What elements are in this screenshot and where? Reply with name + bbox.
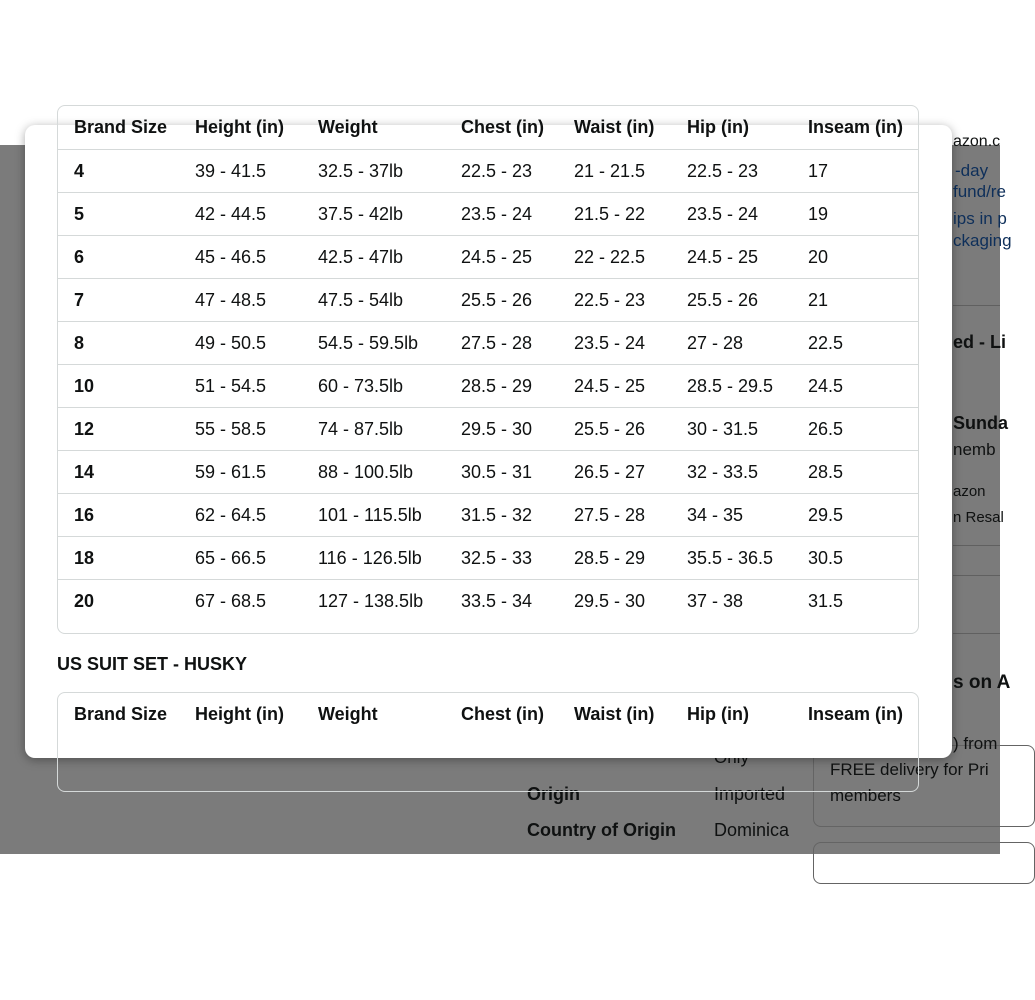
chest-cell: 22.5 - 23	[461, 161, 533, 181]
size-chart-table	[57, 105, 919, 634]
waist-cell: 27.5 - 28	[574, 505, 646, 525]
bg-fragment: n Resal	[953, 509, 1004, 526]
chest-cell: 28.5 - 29	[461, 376, 533, 396]
column-header: Height (in)	[195, 704, 284, 724]
brand-size-cell: 6	[74, 247, 85, 267]
table-row	[58, 321, 918, 365]
chest-cell: 32.5 - 33	[461, 548, 533, 568]
column-header: Weight	[318, 704, 378, 724]
waist-cell: 28.5 - 29	[574, 548, 646, 568]
hip-cell: 23.5 - 24	[687, 204, 759, 224]
brand-size-cell: 16	[74, 505, 95, 525]
bg-fragment: ed - Li	[953, 332, 1006, 352]
column-header: Height (in)	[195, 117, 284, 137]
hip-cell: 34 - 35	[687, 505, 744, 525]
column-header: Chest (in)	[461, 117, 544, 137]
inseam-cell: 24.5	[808, 376, 844, 396]
hip-cell: 30 - 31.5	[687, 419, 759, 439]
delivery-text: FREE delivery for Pri	[830, 760, 989, 779]
brand-size-cell: 20	[74, 591, 95, 611]
inseam-cell: 20	[808, 247, 829, 267]
chest-cell: 33.5 - 34	[461, 591, 533, 611]
weight-cell: 54.5 - 59.5lb	[318, 333, 419, 353]
divider	[953, 575, 1000, 576]
bg-fragment[interactable]: ckaging	[953, 231, 1012, 250]
table-row	[58, 579, 918, 623]
inseam-cell: 22.5	[808, 333, 844, 353]
inseam-cell: 17	[808, 161, 829, 181]
waist-cell: 26.5 - 27	[574, 462, 646, 482]
bg-fragment: Sunda	[953, 413, 1009, 433]
waist-cell: 21 - 21.5	[574, 161, 646, 181]
divider	[953, 545, 1000, 546]
height-cell: 59 - 61.5	[195, 462, 267, 482]
height-cell: 65 - 66.5	[195, 548, 267, 568]
table-row	[58, 493, 918, 537]
bg-fragment: azon	[953, 483, 986, 500]
inseam-cell: 21	[808, 290, 829, 310]
waist-cell: 24.5 - 25	[574, 376, 646, 396]
divider	[953, 633, 1000, 634]
weight-cell: 47.5 - 54lb	[318, 290, 404, 310]
height-cell: 51 - 54.5	[195, 376, 267, 396]
chest-cell: 30.5 - 31	[461, 462, 533, 482]
chest-cell: 25.5 - 26	[461, 290, 533, 310]
table-header-row	[58, 106, 918, 149]
inseam-cell: 29.5	[808, 505, 844, 525]
brand-size-cell: 12	[74, 419, 95, 439]
weight-cell: 60 - 73.5lb	[318, 376, 404, 396]
weight-cell: 32.5 - 37lb	[318, 161, 404, 181]
hip-cell: 32 - 33.5	[687, 462, 759, 482]
height-cell: 45 - 46.5	[195, 247, 267, 267]
table-header-row	[58, 693, 918, 736]
bg-fragment: s on A	[953, 672, 1011, 693]
bg-fragment[interactable]: fund/re	[953, 182, 1006, 201]
waist-cell: 25.5 - 26	[574, 419, 646, 439]
weight-cell: 127 - 138.5lb	[318, 591, 424, 611]
height-cell: 55 - 58.5	[195, 419, 267, 439]
table-row	[58, 278, 918, 322]
bg-fragment: ) from	[953, 734, 998, 753]
detail-label-country: Country of Origin	[527, 820, 676, 840]
table-row	[58, 450, 918, 494]
inseam-cell: 30.5	[808, 548, 844, 568]
chest-cell: 31.5 - 32	[461, 505, 533, 525]
chest-cell: 29.5 - 30	[461, 419, 533, 439]
table-row	[58, 407, 918, 451]
column-header: Weight	[318, 117, 378, 137]
chest-cell: 24.5 - 25	[461, 247, 533, 267]
weight-cell: 42.5 - 47lb	[318, 247, 404, 267]
delivery-text-members: members	[830, 786, 901, 805]
weight-cell: 74 - 87.5lb	[318, 419, 404, 439]
chest-cell: 27.5 - 28	[461, 333, 533, 353]
divider	[953, 305, 1000, 306]
table-row	[58, 235, 918, 279]
inseam-cell: 28.5	[808, 462, 844, 482]
table-row	[58, 192, 918, 236]
waist-cell: 21.5 - 22	[574, 204, 646, 224]
bg-fragment[interactable]: -day	[955, 161, 989, 180]
column-header: Waist (in)	[574, 117, 655, 137]
column-header: Inseam (in)	[808, 117, 904, 137]
height-cell: 39 - 41.5	[195, 161, 267, 181]
brand-size-cell: 4	[74, 161, 85, 181]
secondary-card	[813, 842, 1035, 884]
height-cell: 49 - 50.5	[195, 333, 267, 353]
hip-cell: 22.5 - 23	[687, 161, 759, 181]
table-row	[58, 364, 918, 408]
inseam-cell: 19	[808, 204, 829, 224]
brand-size-cell: 8	[74, 333, 85, 353]
height-cell: 47 - 48.5	[195, 290, 267, 310]
table-row	[58, 536, 918, 580]
inseam-cell: 31.5	[808, 591, 844, 611]
detail-label-origin: Origin	[527, 784, 580, 804]
weight-cell: 101 - 115.5lb	[318, 505, 422, 525]
column-header: Waist (in)	[574, 704, 655, 724]
column-header: Hip (in)	[687, 704, 749, 724]
waist-cell: 23.5 - 24	[574, 333, 646, 353]
column-header: Brand Size	[74, 704, 168, 724]
inseam-cell: 26.5	[808, 419, 844, 439]
detail-value-origin: Imported	[714, 784, 786, 804]
bg-fragment[interactable]: ips in p	[953, 209, 1007, 228]
hip-cell: 37 - 38	[687, 591, 744, 611]
weight-cell: 88 - 100.5lb	[318, 462, 414, 482]
waist-cell: 29.5 - 30	[574, 591, 646, 611]
bg-fragment: nemb	[953, 440, 996, 459]
product-page-screen	[0, 117, 1012, 854]
hip-cell: 28.5 - 29.5	[687, 376, 774, 396]
brand-size-cell: 18	[74, 548, 95, 568]
height-cell: 42 - 44.5	[195, 204, 267, 224]
weight-cell: 116 - 126.5lb	[318, 548, 422, 568]
brand-size-cell: 5	[74, 204, 85, 224]
hip-cell: 25.5 - 26	[687, 290, 759, 310]
table-row	[58, 149, 918, 193]
hip-cell: 24.5 - 25	[687, 247, 759, 267]
column-header: Brand Size	[74, 117, 168, 137]
weight-cell: 37.5 - 42lb	[318, 204, 404, 224]
brand-size-cell: 7	[74, 290, 85, 310]
column-header: Chest (in)	[461, 704, 544, 724]
size-chart-modal	[25, 117, 952, 758]
waist-cell: 22 - 22.5	[574, 247, 646, 267]
detail-value-country: Dominica	[714, 820, 790, 840]
chest-cell: 23.5 - 24	[461, 204, 533, 224]
height-cell: 62 - 64.5	[195, 505, 267, 525]
husky-size-chart-table	[57, 692, 919, 792]
column-header: Inseam (in)	[808, 704, 904, 724]
hip-cell: 27 - 28	[687, 333, 744, 353]
column-header: Hip (in)	[687, 117, 749, 137]
bg-fragment: azon.c	[953, 133, 1001, 150]
brand-size-cell: 14	[74, 462, 95, 482]
hip-cell: 35.5 - 36.5	[687, 548, 774, 568]
section-heading: US SUIT SET - HUSKY	[57, 654, 248, 674]
waist-cell: 22.5 - 23	[574, 290, 646, 310]
height-cell: 67 - 68.5	[195, 591, 267, 611]
brand-size-cell: 10	[74, 376, 95, 396]
